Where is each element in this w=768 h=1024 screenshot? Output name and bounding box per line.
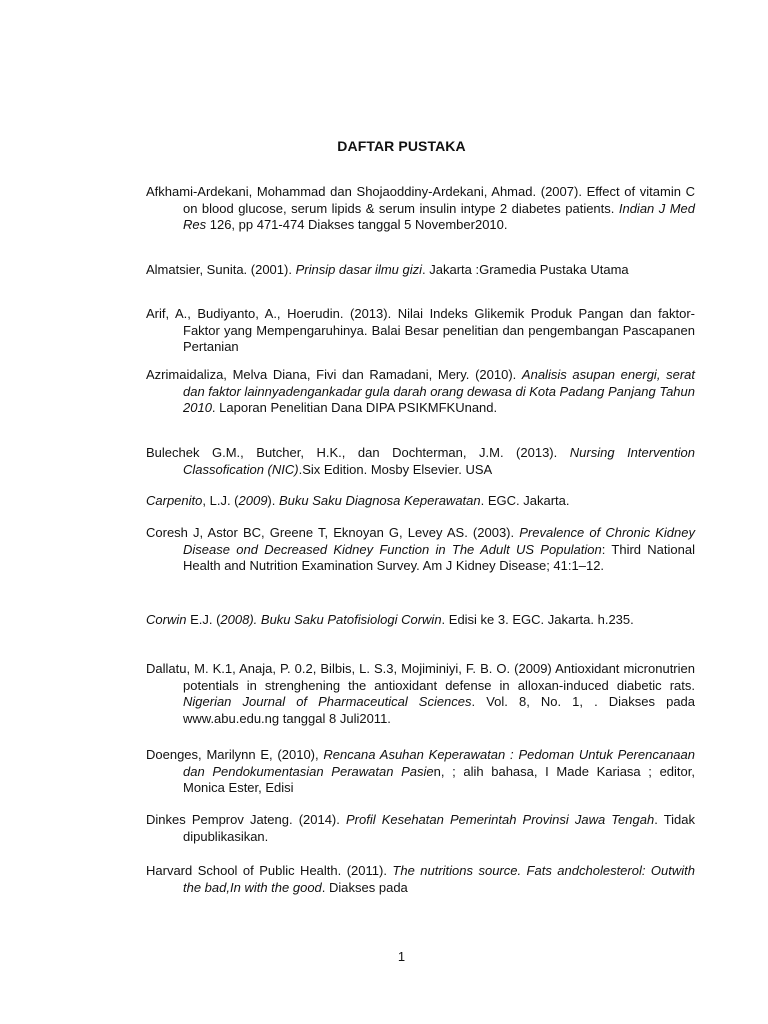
reference-text: E.J. ( <box>186 612 221 627</box>
reference-text: ). <box>267 493 279 508</box>
reference-text: Coresh J, Astor BC, Greene T, Eknoyan G, Levey AS. (2003). <box>146 525 520 540</box>
reference-text: Azrimaidaliza, Melva Diana, Fivi dan Ramadani, Mery. (2010). <box>146 367 522 382</box>
reference-text: : Third National Health and Nutrition Examination Survey. Am J Kidney Disease; 41:1–12. <box>183 541 695 574</box>
reference-italic-text: Indian J Med Res <box>183 200 695 233</box>
reference-text: . Tidak dipublikasikan. <box>183 812 695 844</box>
reference-entry <box>146 445 695 478</box>
reference-text: Bulechek G.M., Butcher, H.K., dan Dochterman, J.M. (2013). <box>146 445 570 460</box>
reference-text: Almatsier, Sunita. (2001). <box>146 262 296 277</box>
reference-text: 126, pp 471-474 Diakses tanggal 5 November2010. <box>206 217 508 233</box>
reference-text: Doenges, Marilynn E, (2010), <box>146 747 324 762</box>
reference-text: Dallatu, M. K.1, Anaja, P. 0.2, Bilbis, L. S.3, Mojiminiyi, F. B. O. (2009) Antioxidant micronutrien potentials in strenghening the antioxidant defense in alloxan-induced diabetic rats. <box>146 661 695 693</box>
page-number: 1 <box>397 949 406 964</box>
reference-entry <box>146 612 695 629</box>
reference-italic-text: 2009 <box>238 493 268 508</box>
reference-italic-text: Carpenito <box>146 493 203 508</box>
reference-text: Arif, A., Budiyanto, A., Hoerudin. (2013). Nilai Indeks Glikemik Produk Pangan dan faktor-Faktor yang Mempengaruhinya. Balai Besar penelitian dan pengembangan Pascapanen Pertanian <box>146 306 695 355</box>
reference-text: . Diakses pada <box>321 879 408 895</box>
reference-text: . EGC. Jakarta. <box>480 493 570 508</box>
reference-entry <box>146 493 695 510</box>
reference-text: n, ; alih bahasa, I Made Kariasa ; editor, Monica Ester, Edisi <box>183 763 695 796</box>
reference-entry <box>146 262 695 279</box>
page-title: DAFTAR PUSTAKA <box>337 138 466 154</box>
reference-text: Harvard School of Public Health. (2011). <box>146 863 393 878</box>
reference-entry <box>146 184 695 234</box>
reference-italic-text: 2008). Buku Saku Patofisiologi Corwin <box>220 612 442 627</box>
reference-text: Afkhami-Ardekani, Mohammad dan Shojaoddiny-Ardekani, Ahmad. (2007). Effect of vitamin C on blood glucose, serum lipids & serum insulin intype 2 diabetes patients. <box>146 184 695 216</box>
reference-italic-text: Buku Saku Diagnosa Keperawatan <box>278 493 481 508</box>
reference-italic-text: Prinsip dasar ilmu gizi <box>295 262 423 277</box>
reference-entry <box>146 525 695 575</box>
reference-italic-text: Nursing Intervention Classofication (NIC) <box>183 445 696 477</box>
reference-text: . Laporan Penelitian Dana DIPA PSIKMFKUnand. <box>211 400 498 416</box>
reference-italic-text: Prevalence of Chronic Kidney Disease ond Decreased Kidney Function in The Adult US Population <box>183 525 695 557</box>
reference-italic-text: Analisis asupan energi, serat dan faktor lainnyadengankadar gula darah orang dewasa di Kota Padang Panjang Tahun 2010 <box>183 367 695 416</box>
reference-entry <box>146 812 695 845</box>
reference-italic-text: The nutritions source. Fats andcholesterol: Outwith the bad,In with the good <box>183 863 695 895</box>
reference-text: Dinkes Pemprov Jateng. (2014). <box>146 812 346 827</box>
reference-italic-text: Rencana Asuhan Keperawatan : Pedoman Untuk Perencanaan dan Pendokumentasian Perawatan Pasie <box>183 747 695 779</box>
reference-italic-text: Nigerian Journal of Pharmaceutical Sciences <box>183 694 472 710</box>
reference-entry <box>146 747 695 797</box>
reference-entry <box>146 306 695 356</box>
reference-text: . Edisi ke 3. EGC. Jakarta. h.235. <box>441 612 634 627</box>
reference-italic-text: Profil Kesehatan Pemerintah Provinsi Jawa Tengah <box>345 812 655 827</box>
reference-text: . Vol. 8, No. 1, . Diakses pada www.abu.edu.ng tanggal 8 Juli2011. <box>183 694 696 726</box>
reference-text: . Jakarta :Gramedia Pustaka Utama <box>422 262 629 277</box>
reference-entry <box>146 367 695 417</box>
reference-italic-text: Corwin <box>146 612 187 627</box>
reference-text: .Six Edition. Mosby Elsevier. USA <box>298 461 493 477</box>
reference-text: , L.J. ( <box>202 493 239 508</box>
reference-entry <box>146 661 695 727</box>
reference-entry <box>146 863 695 896</box>
